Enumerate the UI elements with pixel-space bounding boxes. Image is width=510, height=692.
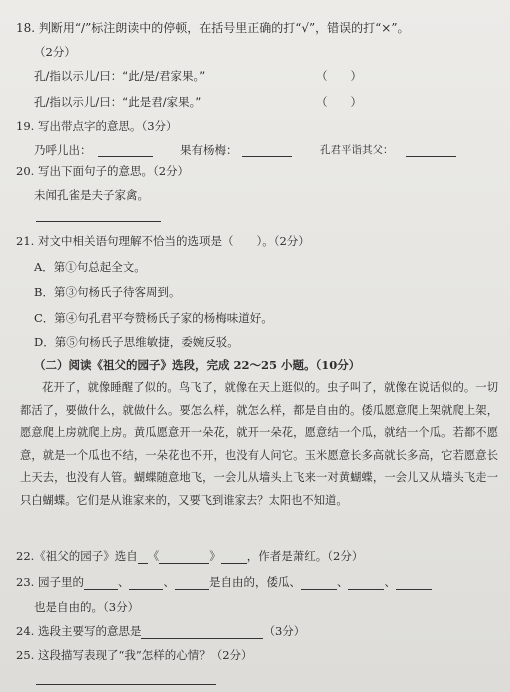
q21-option-d: D．第⑤句杨氏子思维敏捷，委婉反驳。 xyxy=(34,335,239,349)
q19-blank2[interactable] xyxy=(242,156,292,157)
q18-item2: 孔/指以示儿/曰：“此是君/家果。” xyxy=(34,95,202,109)
q21-stem: 21. 对文中相关语句理解不恰当的选项是（ ）。（2分） xyxy=(16,234,310,248)
q23-sep4: 、 xyxy=(384,575,396,589)
q20-answer-line[interactable] xyxy=(36,221,161,222)
q21-option-a: A．第①句总起全文。 xyxy=(34,260,146,274)
q24-text-a: 24. 选段主要写的意思是 xyxy=(16,624,142,638)
q23-sep1: 、 xyxy=(117,575,130,589)
q23-blank6[interactable] xyxy=(396,577,432,590)
q22-text-a: 22.《祖父的园子》选自 xyxy=(16,549,138,563)
q25-stem: 25. 这段描写表现了“我”怎样的心情？（2分） xyxy=(16,648,253,662)
q24-blank[interactable] xyxy=(141,626,263,639)
q22-line xyxy=(16,548,363,564)
q23-text-b: 是自由的，倭瓜、 xyxy=(208,575,301,589)
q18-score: （2分） xyxy=(34,45,76,59)
q19-blank1[interactable] xyxy=(98,156,153,157)
q23-line xyxy=(16,574,432,590)
q23-blank3[interactable] xyxy=(175,577,209,590)
q22-bracket-close: 》 xyxy=(209,549,221,563)
q19-word3: 孔君平诣其父： xyxy=(320,144,394,156)
q24-text-b: （3分） xyxy=(263,624,306,638)
q20-stem: 20. 写出下面句子的意思。（2分） xyxy=(16,164,190,178)
section2-heading: （二）阅读《祖父的园子》选段，完成 22～25 小题。（10分） xyxy=(34,358,361,372)
q21-option-c: C．第④句孔君平夸赞杨氏子家的杨梅味道好。 xyxy=(34,311,273,325)
q18-stem: 18. 判断用“/”标注朗读中的停顿，在括号里正确的打“√”，错误的打“×”。 xyxy=(16,21,410,35)
q25-answer-line[interactable] xyxy=(36,684,216,685)
q23-text-c: 也是自由的。（3分） xyxy=(34,600,140,614)
q20-sentence: 未闻孔雀是夫子家禽。 xyxy=(34,188,149,202)
passage-text: 花开了，就像睡醒了似的。鸟飞了，就像在天上逛似的。虫子叫了，就像在说话似的。一切都活了，要做什么，就做什么。要怎么样，就怎么样，都是自由的。倭瓜愿意爬上架就爬上架，愿意爬上房就爬上房。黄瓜愿意开一朵花，就开一朵花，愿意结一个瓜，就结一个瓜。若都不愿意，就是一个瓜也不结，一朵花也不开，也没有人问它。玉米愿意长多高就长多高，它若愿意长上天去，也没有人管。蝴蝶随意地飞，一会儿从墙头上飞来一对黄蝴蝶，一会儿又从墙头飞走一只白蝴蝶。它们是从谁家来的，又要飞到谁家去？太阳也不知道。 xyxy=(20,381,498,507)
q22-blank-right[interactable] xyxy=(221,551,247,564)
q24-line xyxy=(16,623,305,639)
q23-blank4[interactable] xyxy=(301,577,337,590)
q23-blank1[interactable] xyxy=(84,577,118,590)
q22-blank-left[interactable] xyxy=(138,551,148,564)
q23-blank5[interactable] xyxy=(348,577,384,590)
q22-text-d: ，作者是萧红。（2分） xyxy=(246,549,364,563)
q18-item1-paren[interactable]: （ ） xyxy=(316,69,362,83)
q21-option-b: B．第③句杨氏子待客周到。 xyxy=(34,285,181,299)
q19-word2: 果有杨梅： xyxy=(180,143,238,157)
q18-item2-paren[interactable]: （ ） xyxy=(316,95,362,109)
q23-blank2[interactable] xyxy=(129,577,163,590)
q19-word1: 乃呼儿出： xyxy=(34,143,92,157)
q22-blank[interactable] xyxy=(159,551,209,564)
q22-bracket-open: 《 xyxy=(147,549,160,563)
q19-stem: 19. 写出带点字的意思。（3分） xyxy=(16,119,178,133)
q23-text-a: 23. 园子里的 xyxy=(16,575,84,589)
q19-blank3[interactable] xyxy=(406,156,456,157)
q23-sep3: 、 xyxy=(336,575,349,589)
q23-sep2: 、 xyxy=(163,575,175,589)
q18-item1: 孔/指以示儿/曰：“此/是/君家果。” xyxy=(34,69,206,83)
